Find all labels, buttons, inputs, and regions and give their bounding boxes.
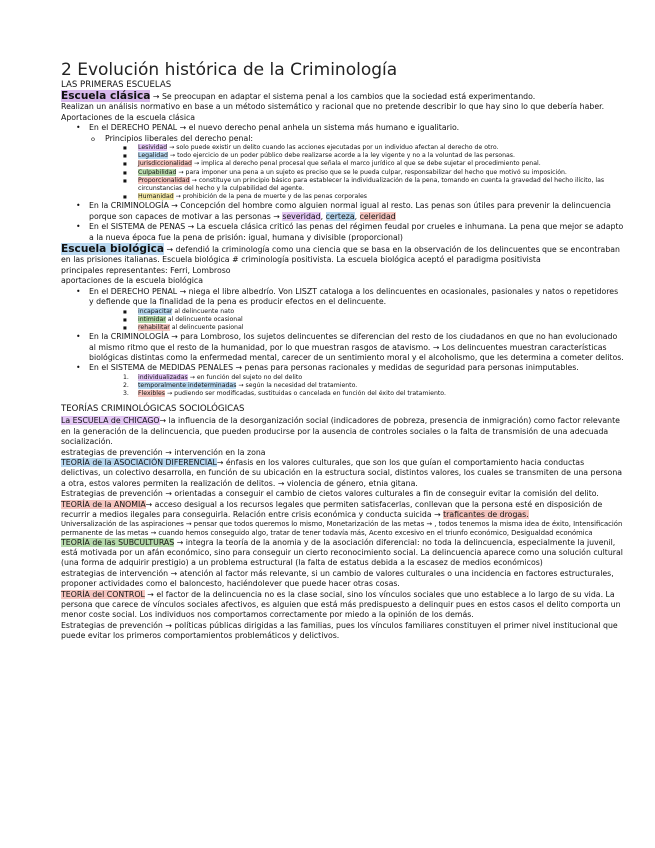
section-heading-primeras: LAS PRIMERAS ESCUELAS	[61, 80, 172, 90]
list-item-bio-criminologia: • En la CRIMINOLOGÍA → para Lombroso, los sujetos delincuentes se diferencian del resto de los ciudadanos en que no han evolucionado al mismo ritmo que el resto de la humanidad, por lo que muestran rasgos de atavismo. → Los delincuentes muestran características biológicas distintas como la enfermedad mental, carecer de un sentimiento moral y el alcoholismo, que les determina a cometer delitos.	[61, 332, 625, 363]
label-anomia: TEORÍA de la ANOMIA	[61, 499, 146, 509]
paragraph-chicago: La ESCUELA de CHICAGO→ la influencia de la desorganización social (indicadores de pobreza, presencia de inmigración) como factor relevante en la generación de la delincuencia, que pueden producirse por la ausencia de controles sociales o la falta de transmisión de una adecuada socialización.	[61, 416, 620, 447]
list-biologica	[61, 287, 625, 399]
list-item-jurisdiccionalidad: ■ Jurisdiccionalidad → implica al derecho penal procesal que señala el marco jurídico al que se debe sujetar el procedimiento penal.	[61, 160, 625, 168]
list-item-bio-derecho: • En el DERECHO PENAL → niega el libre albedrío. Von LISZT cataloga a los delincuentes en ocasionales, pasionales y natos o repetidores y defiende que la finalidad de la pena es producir efectos en el delincuente.	[61, 287, 625, 308]
list-item-sistema-penas: • En el SISTEMA de PENAS → La escuela clásica criticó las penas del régimen feudal por crueles e inhumana. La pena que mejor se adapto a la nueva época fue la pena de prisión: igual, humana y divisible (proporcional)	[61, 222, 625, 243]
list-clasica	[61, 123, 625, 243]
paragraph-control: TEORÍA del CONTROL → el factor de la delincuencia no es la clase social, sino los vínculos sociales que uno establece a lo largo de su vida. La persona que carece de vínculos sociales afectivos, es alguien que está más predispuesto a delinquir pues en estos casos el delito comporta un menor coste social. Los individuos nos comportamos correctamente por miedo a la opinión de los demás.	[61, 589, 621, 620]
paragraph-clasica-2: Realizan un análisis normativo en base a un método sistemático y racional que no pretende describir lo que hay sino lo que debería haber.	[61, 102, 605, 112]
paragraph-asociacion: TEORÍA de la ASOCIACIÓN DIFERENCIAL→ énfasis en los valores culturales, que son los que guían el comportamiento hacia conductas delictivas, un colectivo desarrolla, en función de su ubicación en la estructura social, distintos valores, los cuales se transmiten de una persona a otra, estos valores permiten la realización de delitos. → violencia de género, etnia gitana.	[61, 457, 623, 488]
label-asociacion: TEORÍA de la ASOCIACIÓN DIFERENCIAL	[61, 457, 217, 467]
label-control: TEORÍA del CONTROL	[61, 589, 145, 599]
list-item-lesividad: ■ Lesividad → solo puede existir un delito cuando las acciones ejecutadas por un individuo afectan al derecho de otro.	[61, 144, 625, 152]
paragraph-anomia: TEORÍA de la ANOMIA→ acceso desigual a los recursos legales que permiten satisfacerlas, conllevan que la persona esté en disposición de recurrir a medios ilegales para conseguirla. Relación entre crisis económica y conducta suicida → traficantes de drogas.	[61, 499, 603, 520]
list-item-proporcionalidad: ■ Proporcionalidad → constituye un principio básico para establecer la individualización de la pena, tomando en cuenta la gravedad del hecho ilícito, las circunstancias del hecho y la culpabilidad del agente.	[61, 177, 625, 193]
paragraph-clasica: Escuela clásica → Se preocupan en adaptar el sistema penal a los cambios que la sociedad está experimentando.	[61, 90, 536, 102]
control-estrategias: Estrategias de prevención → políticas públicas dirigidas a las familias, pues los vínculos familiares constituyen el primer nivel institucional que puede evitar los primeros comportamientos problemáticos y delictivos.	[61, 620, 618, 641]
list-item-intimidar: ■ intimidar al delincuente ocasional	[61, 316, 625, 324]
aportaciones-biologica: aportaciones de la escuela biológica	[61, 276, 203, 286]
list-item-principios: o Principios liberales del derecho penal:	[61, 134, 625, 144]
label-escuela-clasica: Escuela clásica	[61, 90, 151, 102]
aportaciones-clasica: Aportaciones de la escuela clásica	[61, 112, 196, 122]
list-item-incapacitar: ■ incapacitar al delincuente nato	[61, 308, 625, 316]
section-heading-sociologicas: TEORÍAS CRIMINOLÓGICAS SOCIOLÓGICAS	[61, 404, 245, 415]
list-item-individualizadas: 1. individualizadas → en función del sujeto no del delito	[123, 373, 303, 381]
asociacion-estrategias: Estrategias de prevención → orientadas a conseguir el cambio de cietos valores culturales a fin de conseguir evitar la comisión del delito.	[61, 489, 599, 499]
list-item-derecho-penal: • En el DERECHO PENAL → el nuevo derecho penal anhela un sistema más humano e igualitario.	[61, 123, 625, 133]
list-item-flexibles: 3. Flexibles → pudiendo ser modificadas, sustituidas o cancelada en función del éxito del tratamiento.	[123, 390, 446, 398]
list-item-culpabilidad: ■ Culpabilidad → para imponer una pena a un sujeto es preciso que se le pueda culpar, responsabilizar del hecho que motivó su imposición.	[61, 169, 625, 177]
page-title: 2 Evolución histórica de la Criminología	[61, 60, 398, 80]
list-item-humanidad: ■ Humanidad → prohibición de la pena de muerte y de las penas corporales	[61, 193, 625, 201]
label-escuela-biologica: Escuela biológica	[61, 243, 165, 256]
chicago-estrategias: estrategias de prevención → intervención en la zona	[61, 447, 266, 457]
label-chicago: La ESCUELA de CHICAGO	[61, 416, 160, 426]
paragraph-biologica: Escuela biológica → defendió la criminología como una ciencia que se basa en la observación de los delincuentes que se encontraban en las prisiones italianas. Escuela biológica # criminología positivista. La escuela biológica aceptó el paradigma positivista	[61, 243, 620, 265]
representantes: principales representantes: Ferri, Lombroso	[61, 265, 231, 275]
list-item-rehabilitar: ■ rehabilitar al delincuente pasional	[61, 324, 625, 332]
label-subculturas: TEORÍA de las SUBCULTURAS	[61, 537, 175, 547]
subculturas-estrategias: estrategias de intervención → atención al factor más relevante, si un cambio de valores culturales o una incidencia en factores estructurales, proponer actividades como el baloncesto, haciéndolever que puede hacer otras cosas.	[61, 568, 614, 589]
paragraph-subculturas: TEORÍA de las SUBCULTURAS → integra la teoría de la anomia y de la asociación diferencial: no toda la delincuencia, especialmente la juvenil, está motivada por un afán económico, sino para conseguir un cierto reconocimiento social. La delincuencia aparece como una solución cultural (una forma de adquirir prestigio) a un problema estructural (la falta de estatus debida a la escasez de medios económicos)	[61, 537, 623, 568]
list-item-legalidad: ■ Legalidad → todo ejercicio de un poder público debe realizarse acorde a la ley vigente y no a la voluntad de las personas.	[61, 152, 625, 160]
list-item-indeterminadas: 2. temporalmente indeterminadas → según la necesidad del tratamiento.	[123, 381, 358, 389]
list-item-bio-medidas: • En el SISTEMA de MEDIDAS PENALES → penas para personas racionales y medidas de seguridad para personas inimputables.	[61, 363, 625, 373]
list-item-criminologia: • En la CRIMINOLOGÍA → Concepción del hombre como alguien normal igual al resto. Las penas son útiles para prevenir la delincuencia porque son capaces de motivar a las personas → severidad, certeza, celeridad	[61, 201, 625, 222]
anomia-detalle: Universalización de las aspiraciones → pensar que todos queremos lo mismo, Monetarización de las metas → , todos tenemos la misma idea de éxito, Intensificación permanente de las metas → cuando hemos conseguido algo, tratar de tener todavía más, Acento excesivo en el triunfo económico, Desigualdad económica	[61, 520, 623, 538]
